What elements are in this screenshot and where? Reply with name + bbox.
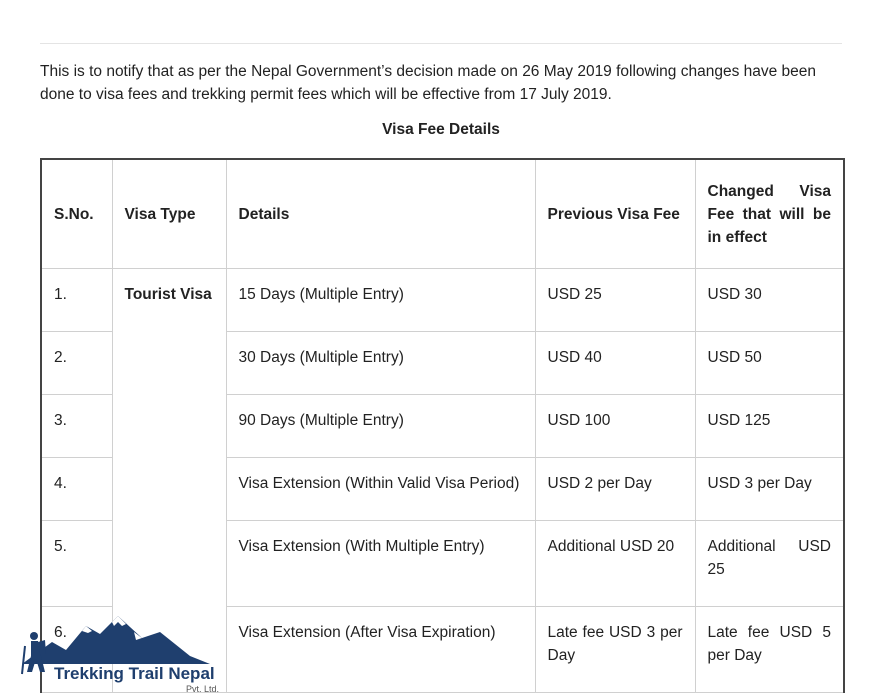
cell-previous-fee: USD 25: [535, 269, 695, 332]
header-previous-fee: Previous Visa Fee: [535, 159, 695, 269]
mountain-icon: [22, 616, 210, 664]
header-details: Details: [226, 159, 535, 269]
cell-changed-fee: Late fee USD 5 per Day: [695, 607, 844, 693]
cell-previous-fee: USD 2 per Day: [535, 458, 695, 521]
table-row: [41, 269, 844, 332]
top-divider: [40, 43, 842, 44]
cell-sno: 4.: [41, 458, 112, 521]
cell-details: 30 Days (Multiple Entry): [226, 332, 535, 395]
cell-details: Visa Extension (With Multiple Entry): [226, 521, 535, 607]
cell-changed-fee: USD 3 per Day: [695, 458, 844, 521]
intro-paragraph: This is to notify that as per the Nepal Government’s decision made on 26 May 2019 following changes have been done to visa fees and trekking permit fees which will be effective from 17 July 2019.: [40, 63, 817, 103]
table-caption: Visa Fee Details: [382, 121, 500, 138]
header-sno: S.No.: [41, 159, 112, 269]
cell-changed-fee: USD 125: [695, 395, 844, 458]
cell-previous-fee: USD 40: [535, 332, 695, 395]
cell-details: 90 Days (Multiple Entry): [226, 395, 535, 458]
cell-previous-fee: Late fee USD 3 per Day: [535, 607, 695, 693]
logo-name: Trekking Trail Nepal: [54, 664, 215, 683]
cell-changed-fee: USD 50: [695, 332, 844, 395]
cell-details: 15 Days (Multiple Entry): [226, 269, 535, 332]
cell-changed-fee: USD 30: [695, 269, 844, 332]
header-changed-fee: Changed Visa Fee that will be in effect: [695, 159, 844, 269]
trekking-trail-nepal-logo: [14, 612, 219, 700]
logo-suffix: Pvt. Ltd.: [186, 684, 219, 694]
cell-visa-type: Tourist Visa: [112, 269, 226, 693]
cell-sno: 2.: [41, 332, 112, 395]
cell-changed-fee: Additional USD 25: [695, 521, 844, 607]
cell-details: Visa Extension (After Visa Expiration): [226, 607, 535, 693]
cell-sno: 5.: [41, 521, 112, 607]
header-visa-type: Visa Type: [112, 159, 226, 269]
cell-sno: 1.: [41, 269, 112, 332]
table-header-row: [41, 159, 844, 269]
cell-sno: 3.: [41, 395, 112, 458]
hiker-icon: [22, 632, 46, 674]
cell-previous-fee: Additional USD 20: [535, 521, 695, 607]
cell-details: Visa Extension (Within Valid Visa Period): [226, 458, 535, 521]
cell-sno: 6.: [41, 607, 112, 693]
cell-previous-fee: USD 100: [535, 395, 695, 458]
